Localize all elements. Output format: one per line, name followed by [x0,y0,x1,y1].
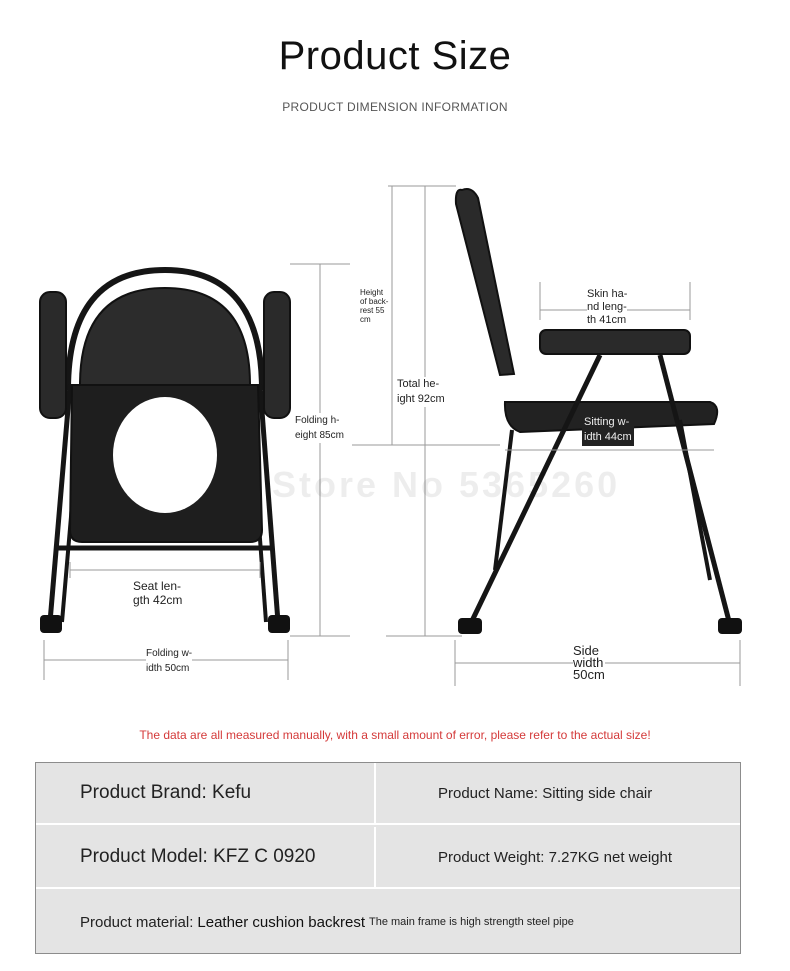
folding-height-label: Folding h- eight 85cm [295,415,344,441]
armrest-length-label: Skin ha- nd leng- th 41cm [587,288,628,326]
model-cell: Product Model: KFZ C 0920 [80,846,316,867]
measurement-note: The data are all measured manually, with a small amount of error, please refer to the actual size! [139,728,651,742]
brand-cell: Product Brand: Kefu [80,782,252,803]
material-cell [36,891,740,953]
sitting-width-label: Sitting w- idth 44cm [582,414,634,446]
watermark-text: Store No 5365260 [272,464,621,505]
spec-row [36,763,740,825]
seat-length-label: Seat len- gth 42cm [133,579,183,607]
material-extra: The main frame is high strength steel pipe [369,916,574,928]
page-title: Product Size [278,34,512,78]
dimension-figure [0,170,790,710]
name-cell: Product Name: Sitting side chair [438,784,653,802]
spec-row [36,827,740,889]
side-width-label: Side width 50cm [573,643,605,682]
page-subtitle: PRODUCT DIMENSION INFORMATION [282,100,508,114]
side-view-chair [456,189,742,634]
material-value: Leather cushion backrest [197,913,365,931]
spec-row [36,891,740,953]
chair-illustration [0,170,790,710]
material-label: Product material: [80,913,194,931]
folding-width-label: Folding w- idth 50cm [146,648,193,674]
weight-cell: Product Weight: 7.27KG net weight [438,848,673,866]
backrest-height-label: Height of back- rest 55 cm [360,288,389,324]
total-height-label: Total he- ight 92cm [397,378,445,405]
spec-table [35,762,741,954]
